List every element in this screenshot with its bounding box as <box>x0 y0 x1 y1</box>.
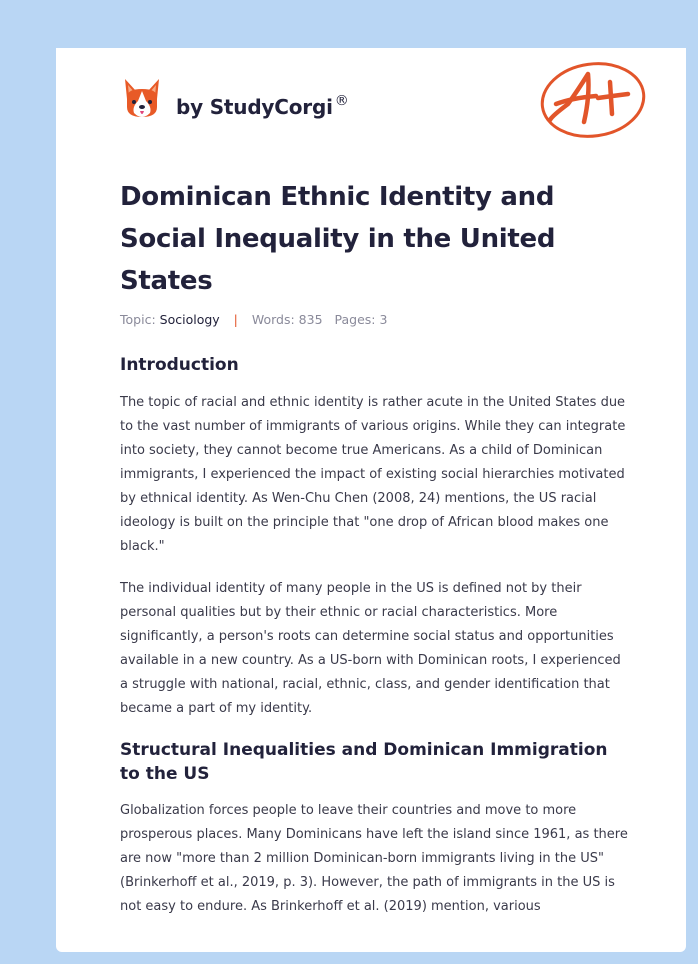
meta-separator: | <box>233 312 238 327</box>
document-title: Dominican Ethnic Identity and Social Inequality in the United States <box>120 182 556 296</box>
paragraph: The topic of racial and ethnic identity is rather acute in the United States due to the vast number of immigrants of various origins. While they can integrate into society, they cannot become true Americans. As a child of Dominican immigrants, I experienced the impact of existing social hierarchies motivated by ethnical identity. As Wen-Chu Chen (2008, 24) mentions, the US racial ideology is built on the principle that "one drop of African blood makes one black." <box>120 395 626 554</box>
word-count: Words: 835 <box>251 312 323 327</box>
topic-label: Topic: <box>120 312 156 327</box>
section-heading-structural-inequalities: Structural Inequalities and Dominican Immigration to the US <box>120 740 608 784</box>
document-meta <box>120 312 387 327</box>
registered-mark: ® <box>334 93 349 109</box>
brand-name: by StudyCorgi ® <box>176 93 349 119</box>
corgi-icon <box>122 77 162 121</box>
paragraph: The individual identity of many people in the US is defined not by their personal qualities but by their ethnic or racial characteristics. More significantly, a person's roots can determine social status and opportunities available in a new country. As a US-born with Dominican roots, I experienced a struggle with national, racial, ethnic, class, and gender identification that became a part of my identity. <box>120 581 621 716</box>
topic-link[interactable]: Sociology <box>159 312 220 327</box>
a-plus-grade-icon <box>538 60 648 146</box>
page-count: Pages: 3 <box>334 312 388 327</box>
paragraph: Globalization forces people to leave their countries and move to more prosperous places. Many Dominicans have left the island since 1961, as there are now "more than 2 million Dominican-born immigrants living in the US" (Brinkerhoff et al., 2019, p. 3). However, the path of immigrants in the US is not easy to endure. As Brinkerhoff et al. (2019) mention, various <box>120 803 628 914</box>
section-heading-introduction: Introduction <box>120 355 239 375</box>
studycorgi-logo[interactable] <box>122 77 349 121</box>
document-page <box>56 48 686 952</box>
